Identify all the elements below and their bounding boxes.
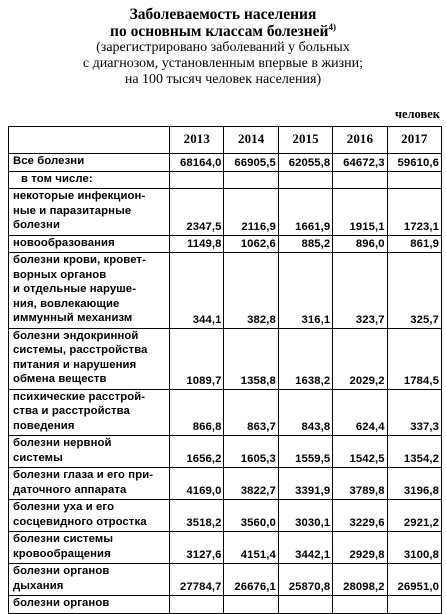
row-label: болезни глаза и его при- даточного аппарата [9, 468, 170, 500]
cell-value: 2929,8 [333, 532, 387, 564]
cell-value: 27784,7 [170, 564, 224, 596]
table-row [9, 389, 442, 436]
cell-value: 3229,6 [333, 500, 387, 532]
cell-value: 4169,0 [170, 468, 224, 500]
cell-value: 3560,0 [224, 500, 278, 532]
cell-value: 25870,8 [278, 564, 332, 596]
cell-value [170, 596, 224, 614]
cell-value [278, 171, 332, 189]
table-row [9, 436, 442, 468]
table-row [9, 253, 442, 329]
cell-value: 68164,0 [170, 154, 224, 172]
cell-value: 3391,9 [278, 468, 332, 500]
year-header-2013: 2013 [170, 127, 224, 154]
table-row [9, 189, 442, 236]
morbidity-table [8, 126, 442, 614]
cell-value: 2029,2 [333, 328, 387, 389]
cell-value: 1358,8 [224, 328, 278, 389]
cell-value: 1089,7 [170, 328, 224, 389]
cell-value: 2921,2 [387, 500, 441, 532]
cell-value: 337,3 [387, 389, 441, 436]
cell-value: 1605,3 [224, 436, 278, 468]
cell-value: 3822,7 [224, 468, 278, 500]
year-header-2016: 2016 [333, 127, 387, 154]
title [0, 6, 446, 40]
header-corner [9, 127, 170, 154]
unit-label: человек [394, 107, 440, 121]
table-row [9, 596, 442, 614]
row-label: болезни органов [9, 596, 170, 614]
title-line-2 [0, 23, 446, 40]
cell-value: 624,4 [333, 389, 387, 436]
cell-value: 26676,1 [224, 564, 278, 596]
cell-value: 861,9 [387, 235, 441, 253]
row-label: болезни уха и его сосцевидного отростка [9, 500, 170, 532]
cell-value: 64672,3 [333, 154, 387, 172]
cell-value: 1542,5 [333, 436, 387, 468]
row-label: Все болезни [9, 154, 170, 172]
table-row [9, 328, 442, 389]
cell-value: 1354,2 [387, 436, 441, 468]
table-row [9, 154, 442, 172]
header [0, 0, 446, 88]
cell-value: 1149,8 [170, 235, 224, 253]
year-header-2014: 2014 [224, 127, 278, 154]
cell-value: 344,1 [170, 253, 224, 329]
subtitle-line-2: с диагнозом, установленным впервые в жизни; [82, 56, 364, 71]
subtitle-line-3: на 100 тысяч человек населения) [124, 72, 322, 87]
cell-value: 3789,8 [333, 468, 387, 500]
table-row [9, 468, 442, 500]
cell-value: 863,7 [224, 389, 278, 436]
cell-value [387, 171, 441, 189]
table-row [9, 532, 442, 564]
table-row [9, 235, 442, 253]
cell-value: 1723,1 [387, 189, 441, 236]
cell-value: 1062,6 [224, 235, 278, 253]
cell-value: 3030,1 [278, 500, 332, 532]
cell-value: 866,8 [170, 389, 224, 436]
cell-value: 1656,2 [170, 436, 224, 468]
title-line-2-text: по основным классам болезней [110, 23, 329, 40]
footnote-mark: 4) [328, 21, 336, 32]
cell-value: 3518,2 [170, 500, 224, 532]
cell-value [170, 171, 224, 189]
year-header-2017: 2017 [387, 127, 441, 154]
row-label: некоторые инфекцион- ные и паразитарные болезни [9, 189, 170, 236]
cell-value: 1638,2 [278, 328, 332, 389]
table-row [9, 500, 442, 532]
year-header-2015: 2015 [278, 127, 332, 154]
row-label: болезни эндокринной системы, расстройства питания и нарушения обмена веществ [9, 328, 170, 389]
cell-value: 2347,5 [170, 189, 224, 236]
cell-value: 26951,0 [387, 564, 441, 596]
cell-value: 896,0 [333, 235, 387, 253]
cell-value: 323,7 [333, 253, 387, 329]
row-label: болезни крови, кровет- ворных органов и отдельные наруше- ния, вовлекающие иммунный механизм [9, 253, 170, 329]
cell-value: 3196,8 [387, 468, 441, 500]
table-body [9, 154, 442, 614]
cell-value: 3100,8 [387, 532, 441, 564]
cell-value: 382,8 [224, 253, 278, 329]
cell-value: 3442,1 [278, 532, 332, 564]
cell-value: 316,1 [278, 253, 332, 329]
cell-value: 1661,9 [278, 189, 332, 236]
cell-value [278, 596, 332, 614]
cell-value: 28098,2 [333, 564, 387, 596]
row-label: болезни органов дыхания [9, 564, 170, 596]
row-label: болезни нервной системы [9, 436, 170, 468]
row-label: психические расстрой- ства и расстройства поведения [9, 389, 170, 436]
title-line-1: Заболеваемость населения [129, 6, 317, 23]
cell-value: 62055,8 [278, 154, 332, 172]
cell-value: 885,2 [278, 235, 332, 253]
cell-value: 1784,5 [387, 328, 441, 389]
row-label: новообразования [9, 235, 170, 253]
cell-value: 2116,9 [224, 189, 278, 236]
cell-value: 843,8 [278, 389, 332, 436]
cell-value: 1559,5 [278, 436, 332, 468]
cell-value: 325,7 [387, 253, 441, 329]
cell-value: 59610,6 [387, 154, 441, 172]
cell-value [224, 171, 278, 189]
cell-value: 3127,6 [170, 532, 224, 564]
row-label: в том числе: [9, 171, 170, 189]
cell-value: 66905,5 [224, 154, 278, 172]
header-row [9, 127, 442, 154]
cell-value [333, 596, 387, 614]
cell-value: 4151,4 [224, 532, 278, 564]
cell-value [387, 596, 441, 614]
cell-value: 1915,1 [333, 189, 387, 236]
subtitle [0, 40, 446, 88]
row-label: болезни системы кровообращения [9, 532, 170, 564]
cell-value [224, 596, 278, 614]
subtitle-line-1: (зарегистрировано заболеваний у больных [96, 40, 350, 55]
cell-value [333, 171, 387, 189]
table-row [9, 171, 442, 189]
table-row [9, 564, 442, 596]
